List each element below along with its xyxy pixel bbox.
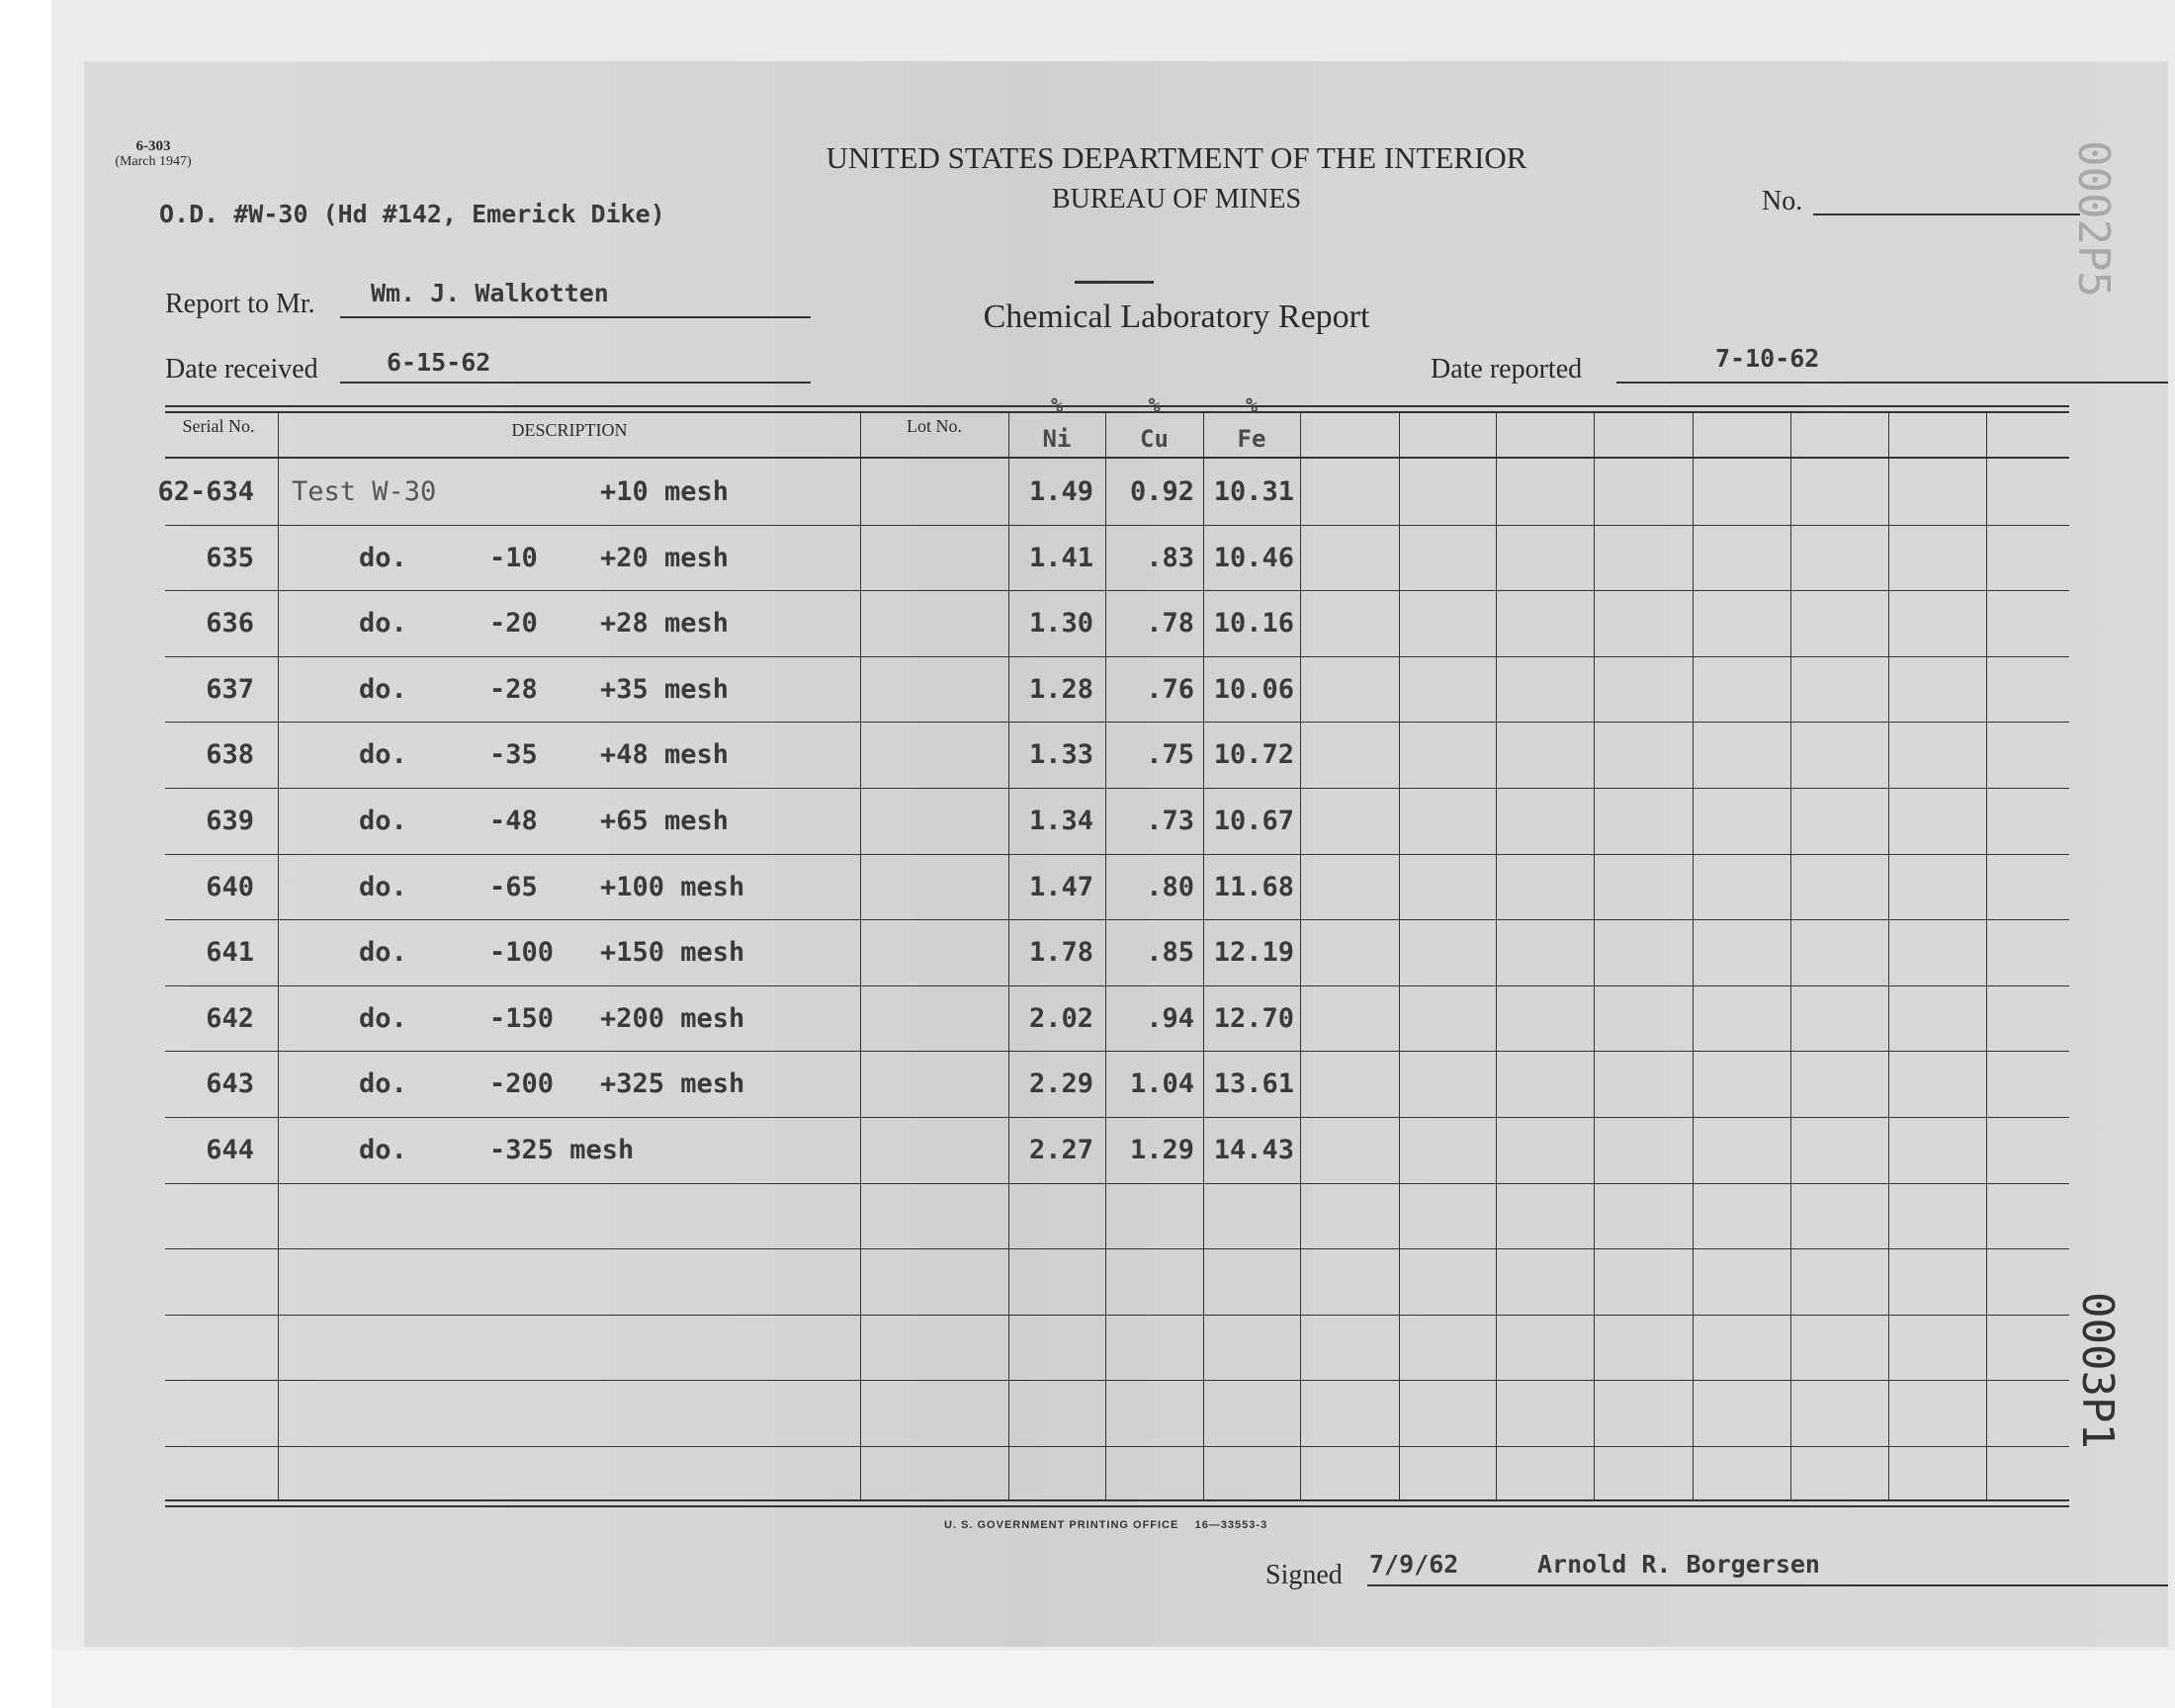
- description-material: do.: [359, 739, 407, 770]
- table-row: [84, 872, 2168, 911]
- cu-value: .85: [1146, 937, 1194, 968]
- row-rule: [165, 1248, 2069, 1249]
- date-received-label: Date received: [165, 354, 318, 384]
- ni-value: 1.47: [1028, 872, 1093, 902]
- row-rule: [165, 590, 2069, 591]
- description-size-max: +150 mesh: [600, 937, 745, 968]
- printer-code: 16—33553-3: [1194, 1519, 1268, 1531]
- table-row: [84, 1068, 2168, 1108]
- row-rule: [165, 1117, 2069, 1118]
- printer-line: [944, 1519, 1267, 1531]
- header-description: DESCRIPTION: [511, 420, 628, 440]
- ni-value: 1.78: [1028, 937, 1093, 968]
- description-material: Test W-30: [292, 476, 437, 507]
- serial-no: 641: [206, 937, 254, 968]
- serial-no: 639: [206, 806, 254, 836]
- description-material: do.: [359, 543, 407, 573]
- od-reference: O.D. #W-30 (Hd #142, Emerick Dike): [159, 200, 665, 228]
- no-label: No.: [1762, 186, 1803, 216]
- row-rule: [165, 854, 2069, 855]
- cu-value: 0.92: [1129, 476, 1194, 507]
- description-size-max: +100 mesh: [600, 872, 745, 902]
- description-size-max: +325 mesh: [600, 1068, 745, 1099]
- description-size-min: -65: [489, 872, 538, 902]
- row-rule: [165, 656, 2069, 657]
- header-ni: Ni: [1042, 425, 1072, 453]
- ni-value: 1.30: [1028, 608, 1093, 639]
- cu-value: .75: [1146, 739, 1194, 770]
- cu-value: .73: [1146, 806, 1194, 836]
- description-size-min: -150: [489, 1003, 555, 1034]
- form-number: 6-303: [135, 138, 171, 154]
- report-to-label: Report to Mr.: [165, 289, 315, 319]
- cu-value: .94: [1146, 1003, 1194, 1034]
- table-row: [84, 543, 2168, 582]
- report-to-line: [340, 316, 811, 318]
- header-serial-no: Serial No.: [182, 416, 255, 436]
- date-reported-label: Date reported: [1431, 354, 1583, 384]
- serial-no: 636: [206, 608, 254, 639]
- date-reported-value: 7-10-62: [1715, 344, 1820, 373]
- description-material: do.: [359, 872, 407, 902]
- row-rule: [165, 985, 2069, 986]
- row-rule: [165, 525, 2069, 526]
- table-row: [84, 1135, 2168, 1174]
- table-bottom-rule: [165, 1499, 2069, 1501]
- ni-value: 1.28: [1028, 674, 1093, 705]
- serial-no: 637: [206, 674, 254, 705]
- row-rule: [165, 919, 2069, 920]
- row-rule: [165, 1315, 2069, 1316]
- fe-value: 11.68: [1213, 872, 1294, 902]
- row-rule: [165, 1380, 2069, 1381]
- serial-no: 640: [206, 872, 254, 902]
- percent-mark: %: [1148, 393, 1161, 417]
- ni-value: 1.33: [1028, 739, 1093, 770]
- serial-no: 644: [206, 1135, 254, 1165]
- table-bottom-rule-inner: [165, 1505, 2069, 1507]
- description-size-min: -28: [489, 674, 538, 705]
- row-rule: [165, 1183, 2069, 1184]
- description-size-min: -48: [489, 806, 538, 836]
- scan-margin-left: [0, 0, 51, 1708]
- cu-value: .76: [1146, 674, 1194, 705]
- description-material: do.: [359, 937, 407, 968]
- date-reported-line: [1616, 382, 2168, 384]
- fe-value: 14.43: [1213, 1135, 1294, 1165]
- no-field-line: [1813, 214, 2080, 215]
- header-cu: Cu: [1140, 425, 1169, 453]
- department-title: UNITED STATES DEPARTMENT OF THE INTERIOR: [826, 140, 1527, 175]
- table-row: [84, 806, 2168, 845]
- report-form-sheet: [84, 61, 2168, 1647]
- description-material: do.: [359, 806, 407, 836]
- description-size-max: +10 mesh: [600, 476, 730, 507]
- form-edition: (March 1947): [115, 154, 192, 169]
- row-rule: [165, 1446, 2069, 1447]
- title-divider: [1075, 281, 1154, 284]
- printer-name: U. S. GOVERNMENT PRINTING OFFICE: [944, 1519, 1179, 1531]
- table-row: [84, 476, 2168, 516]
- ni-value: 1.34: [1028, 806, 1093, 836]
- header-fe: Fe: [1237, 425, 1266, 453]
- description-size-min: -100: [489, 937, 555, 968]
- description-material: do.: [359, 1135, 407, 1165]
- cu-value: .83: [1146, 543, 1194, 573]
- stamp-top-right: 0002P5: [2068, 140, 2119, 298]
- description-material: do.: [359, 1003, 407, 1034]
- percent-mark: %: [1245, 393, 1259, 417]
- percent-mark: %: [1050, 393, 1064, 417]
- description-size-min: -200: [489, 1068, 555, 1099]
- description-material: do.: [359, 1068, 407, 1099]
- fe-value: 12.19: [1213, 937, 1294, 968]
- signature-line: [1367, 1584, 2168, 1586]
- description-size-max: +20 mesh: [600, 543, 730, 573]
- table-row: [84, 739, 2168, 779]
- table-header-rule: [165, 457, 2069, 459]
- table-row: [84, 674, 2168, 714]
- serial-no: 638: [206, 739, 254, 770]
- description-size-min: -35: [489, 739, 538, 770]
- description-size-min: -10: [489, 543, 538, 573]
- date-received-value: 6-15-62: [387, 348, 491, 377]
- table-row: [84, 1003, 2168, 1043]
- description-size-max: +28 mesh: [600, 608, 730, 639]
- cu-value: .78: [1146, 608, 1194, 639]
- row-rule: [165, 1051, 2069, 1052]
- description-material: do.: [359, 674, 407, 705]
- row-rule: [165, 788, 2069, 789]
- cu-value: 1.29: [1129, 1135, 1194, 1165]
- description-size-min: -325 mesh: [489, 1135, 635, 1165]
- ni-value: 2.02: [1028, 1003, 1093, 1034]
- description-size-max: +35 mesh: [600, 674, 730, 705]
- ni-value: 2.27: [1028, 1135, 1093, 1165]
- description-size-max: +200 mesh: [600, 1003, 745, 1034]
- fe-value: 13.61: [1213, 1068, 1294, 1099]
- table-row: [84, 937, 2168, 977]
- cu-value: 1.04: [1129, 1068, 1194, 1099]
- signer-name: Arnold R. Borgersen: [1537, 1550, 1820, 1579]
- header-lot-no: Lot No.: [907, 416, 962, 436]
- serial-no: 643: [206, 1068, 254, 1099]
- serial-no: 635: [206, 543, 254, 573]
- signed-date: 7/9/62: [1369, 1550, 1459, 1579]
- ni-value: 1.41: [1028, 543, 1093, 573]
- fe-value: 10.06: [1213, 674, 1294, 705]
- scan-margin-bottom: [51, 1651, 2175, 1708]
- description-size-min: -20: [489, 608, 538, 639]
- report-to-value: Wm. J. Walkotten: [371, 279, 609, 307]
- description-size-max: +48 mesh: [600, 739, 730, 770]
- ni-value: 2.29: [1028, 1068, 1093, 1099]
- report-title: Chemical Laboratory Report: [983, 299, 1370, 335]
- serial-no: 642: [206, 1003, 254, 1034]
- fe-value: 10.31: [1213, 476, 1294, 507]
- fe-value: 10.16: [1213, 608, 1294, 639]
- description-size-max: +65 mesh: [600, 806, 730, 836]
- description-material: do.: [359, 608, 407, 639]
- signed-label: Signed: [1265, 1560, 1343, 1590]
- cu-value: .80: [1146, 872, 1194, 902]
- row-rule: [165, 722, 2069, 723]
- date-received-line: [340, 382, 811, 384]
- fe-value: 10.72: [1213, 739, 1294, 770]
- stamp-bottom-right: 0003P1: [2072, 1292, 2123, 1449]
- ni-value: 1.49: [1028, 476, 1093, 507]
- fe-value: 10.46: [1213, 543, 1294, 573]
- bureau-title: BUREAU OF MINES: [1051, 184, 1302, 214]
- serial-no: 62-634: [157, 476, 254, 507]
- fe-value: 10.67: [1213, 806, 1294, 836]
- fe-value: 12.70: [1213, 1003, 1294, 1034]
- table-row: [84, 608, 2168, 647]
